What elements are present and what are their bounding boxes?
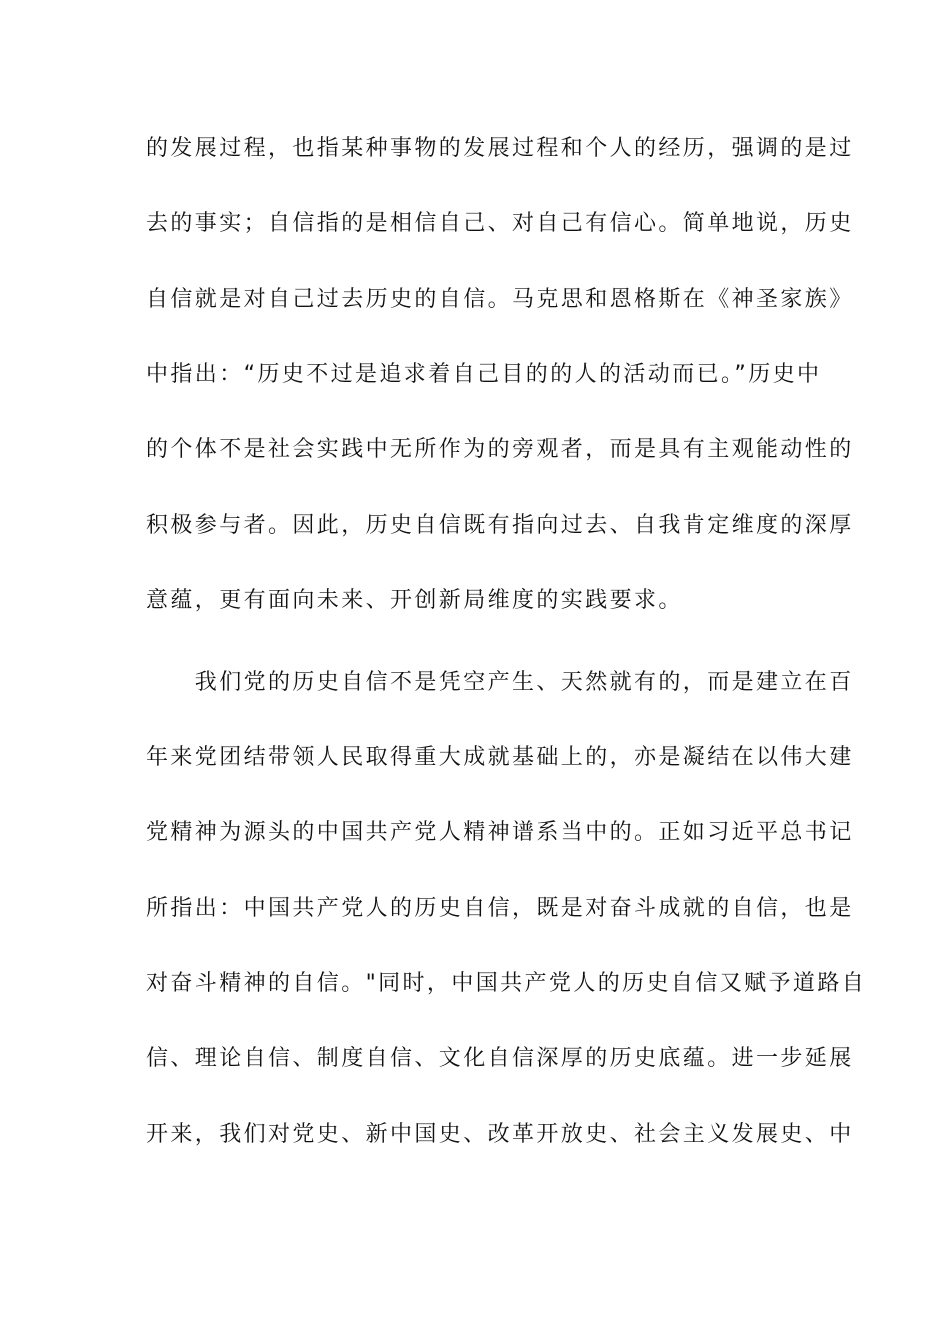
text-line: 对奋斗精神的自信。"同时，中国共产党人的历史自信又赋予道路自: [146, 971, 867, 996]
text-line: 中指出：“历史不过是追求着自己目的的人的活动而已。”历史中: [146, 362, 822, 387]
text-line: 自信就是对自己过去历史的自信。马克思和恩格斯在《神圣家族》: [146, 287, 854, 312]
text-line: 去的事实；自信指的是相信自己、对自己有信心。简单地说，历史: [146, 211, 854, 236]
text-line: 年来党团结带领人民取得重大成就基础上的，亦是凝结在以伟大建: [146, 745, 854, 770]
text-line: 所指出：中国共产党人的历史自信，既是对奋斗成就的自信，也是: [146, 896, 854, 921]
text-line: 的个体不是社会实践中无所作为的旁观者，而是具有主观能动性的: [146, 437, 854, 462]
text-line: 党精神为源头的中国共产党人精神谱系当中的。正如习近平总书记: [146, 820, 854, 845]
text-line: 我们党的历史自信不是凭空产生、天然就有的，而是建立在百: [146, 670, 854, 695]
text-line: 开来，我们对党史、新中国史、改革开放史、社会主义发展史、中: [146, 1122, 854, 1147]
text-line: 意蕴，更有面向未来、开创新局维度的实践要求。: [146, 588, 683, 613]
text-line: 积极参与者。因此，历史自信既有指向过去、自我肯定维度的深厚: [146, 513, 854, 538]
text-line: 的发展过程，也指某种事物的发展过程和个人的经历，强调的是过: [146, 136, 854, 161]
text-line: 信、理论自信、制度自信、文化自信深厚的历史底蕴。进一步延展: [146, 1046, 854, 1071]
